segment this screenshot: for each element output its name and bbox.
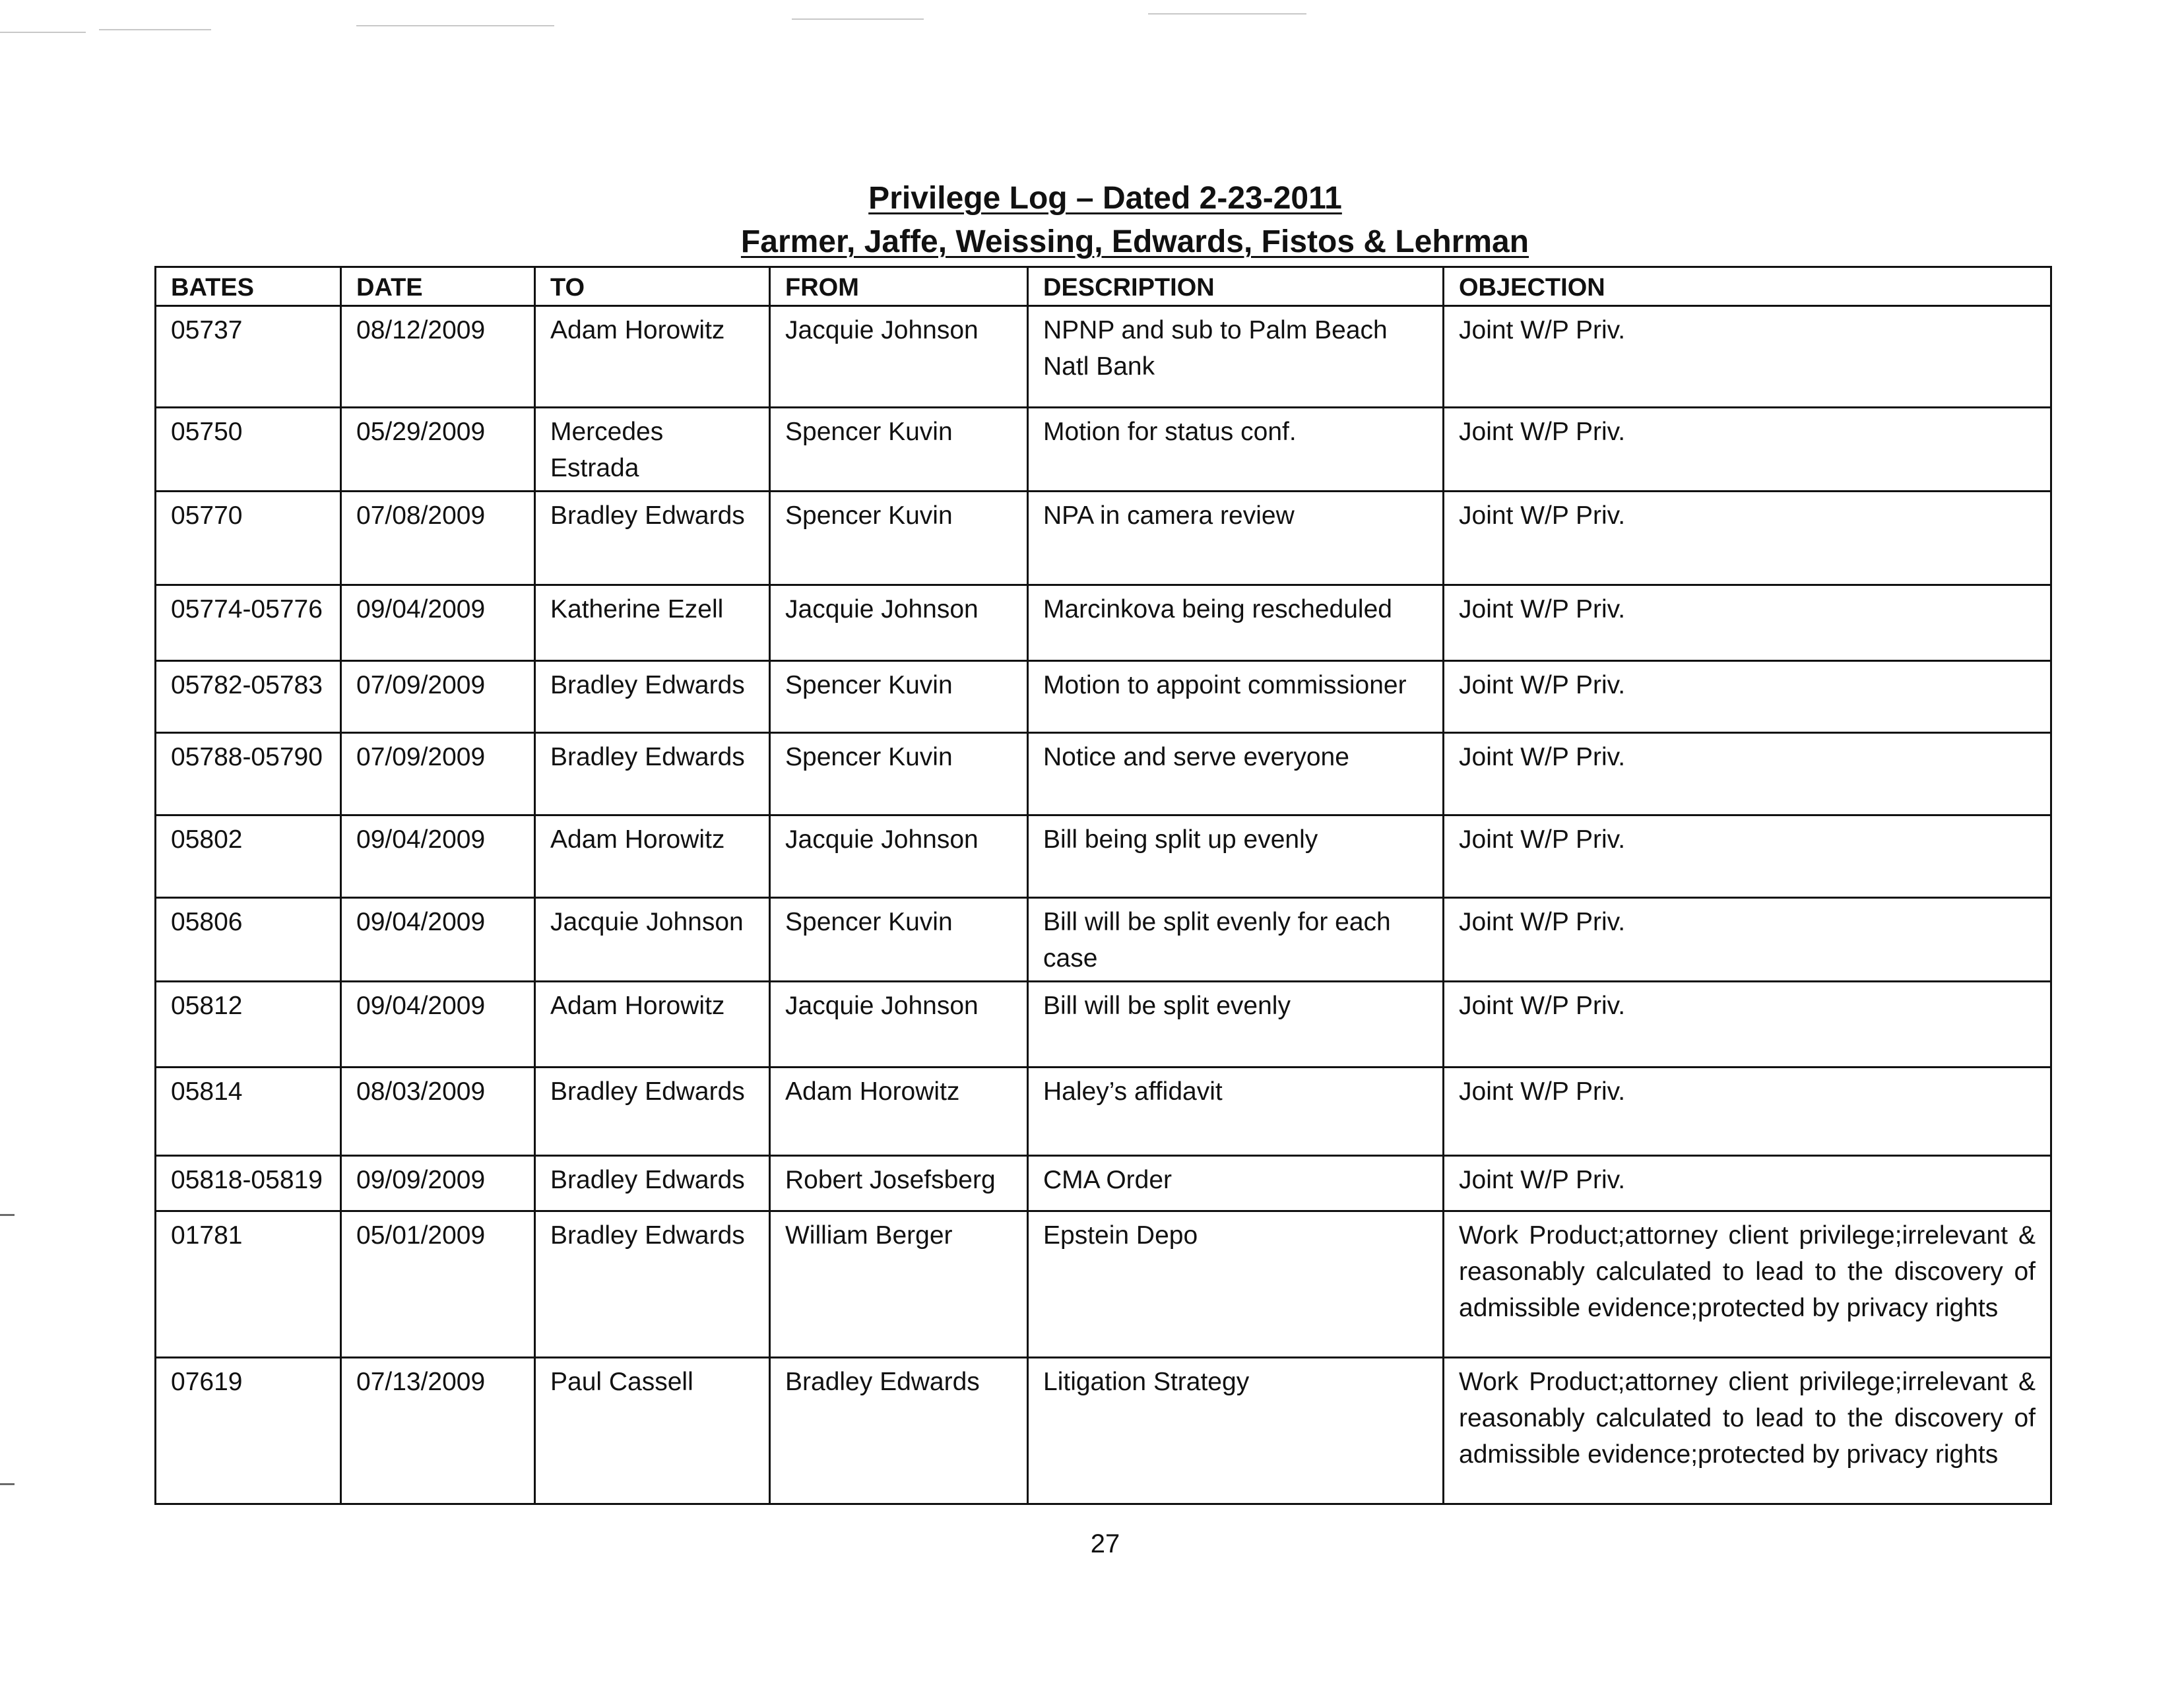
cell-from: Spencer Kuvin [770,733,1028,815]
cell-date: 09/04/2009 [341,815,535,898]
cell-bates: 05782-05783 [156,661,341,733]
column-header-date: DATE [341,267,535,306]
cell-objection: Work Product;attorney client privilege;irrelevant & reasonably calculated to lead to the discovery of admissible evidence;protected by privacy rights [1444,1358,2051,1504]
table-row [156,1211,2051,1358]
cell-objection: Joint W/P Priv. [1444,982,2051,1068]
cell-date: 09/04/2009 [341,982,535,1068]
title-line-2: Farmer, Jaffe, Weissing, Edwards, Fistos & Lehrman [740,224,1529,259]
cell-from: William Berger [770,1211,1028,1358]
cell-description: Bill being split up evenly [1028,815,1444,898]
cell-from: Robert Josefsberg [770,1156,1028,1211]
document-title [0,177,2184,264]
cell-objection: Joint W/P Priv. [1444,585,2051,661]
cell-from: Adam Horowitz [770,1068,1028,1156]
column-header-objection: OBJECTION [1444,267,2051,306]
cell-from: Spencer Kuvin [770,492,1028,585]
table-row [156,1068,2051,1156]
cell-to: Paul Cassell [535,1358,770,1504]
table-row [156,1156,2051,1211]
cell-to: Bradley Edwards [535,1068,770,1156]
margin-mark [0,1483,15,1485]
cell-to: Adam Horowitz [535,815,770,898]
cell-date: 07/09/2009 [341,733,535,815]
cell-bates: 05814 [156,1068,341,1156]
cell-bates: 05788-05790 [156,733,341,815]
cell-bates: 05737 [156,306,341,408]
cell-to: Mercedes Estrada [535,408,770,492]
cell-to: Adam Horowitz [535,982,770,1068]
cell-from: Bradley Edwards [770,1358,1028,1504]
cell-to: Katherine Ezell [535,585,770,661]
cell-from: Jacquie Johnson [770,815,1028,898]
cell-date: 09/04/2009 [341,898,535,982]
margin-mark [0,1214,15,1216]
cell-objection: Joint W/P Priv. [1444,492,2051,585]
column-header-bates: BATES [156,267,341,306]
cell-objection: Joint W/P Priv. [1444,661,2051,733]
table-row [156,733,2051,815]
cell-to: Bradley Edwards [535,1156,770,1211]
cell-date: 07/08/2009 [341,492,535,585]
table-row [156,982,2051,1068]
cell-description: Marcinkova being rescheduled [1028,585,1444,661]
table-row [156,898,2051,982]
cell-objection: Joint W/P Priv. [1444,408,2051,492]
cell-description: NPA in camera review [1028,492,1444,585]
cell-objection: Joint W/P Priv. [1444,1156,2051,1211]
page-number: 27 [1090,1529,1120,1558]
column-header-to: TO [535,267,770,306]
cell-to: Jacquie Johnson [535,898,770,982]
cell-objection: Joint W/P Priv. [1444,733,2051,815]
cell-description: NPNP and sub to Palm Beach Natl Bank [1028,306,1444,408]
cell-bates: 07619 [156,1358,341,1504]
privilege-log-table [154,266,2052,1505]
cell-from: Jacquie Johnson [770,585,1028,661]
scan-speck [0,32,86,33]
scan-speck [1148,13,1306,15]
table-row [156,306,2051,408]
cell-description: Epstein Depo [1028,1211,1444,1358]
cell-date: 07/13/2009 [341,1358,535,1504]
cell-bates: 05818-05819 [156,1156,341,1211]
cell-bates: 05802 [156,815,341,898]
cell-bates: 05806 [156,898,341,982]
table-row [156,661,2051,733]
cell-bates: 01781 [156,1211,341,1358]
cell-bates: 05770 [156,492,341,585]
cell-to: Bradley Edwards [535,1211,770,1358]
cell-description: CMA Order [1028,1156,1444,1211]
cell-to: Adam Horowitz [535,306,770,408]
cell-bates: 05812 [156,982,341,1068]
cell-description: Litigation Strategy [1028,1358,1444,1504]
cell-bates: 05750 [156,408,341,492]
cell-from: Spencer Kuvin [770,898,1028,982]
table-row [156,815,2051,898]
cell-objection: Joint W/P Priv. [1444,1068,2051,1156]
cell-date: 05/29/2009 [341,408,535,492]
cell-objection: Joint W/P Priv. [1444,815,2051,898]
cell-description: Notice and serve everyone [1028,733,1444,815]
cell-date: 08/12/2009 [341,306,535,408]
table-row [156,492,2051,585]
cell-to: Bradley Edwards [535,733,770,815]
cell-description: Motion for status conf. [1028,408,1444,492]
cell-description: Bill will be split evenly [1028,982,1444,1068]
cell-description: Bill will be split evenly for each case [1028,898,1444,982]
column-header-from: FROM [770,267,1028,306]
cell-bates: 05774-05776 [156,585,341,661]
table-row [156,1358,2051,1504]
cell-from: Spencer Kuvin [770,661,1028,733]
cell-to: Bradley Edwards [535,492,770,585]
title-line-1: Privilege Log – Dated 2-23-2011 [868,181,1342,216]
cell-to: Bradley Edwards [535,661,770,733]
cell-objection: Joint W/P Priv. [1444,306,2051,408]
cell-date: 05/01/2009 [341,1211,535,1358]
cell-from: Jacquie Johnson [770,306,1028,408]
cell-from: Spencer Kuvin [770,408,1028,492]
cell-objection: Work Product;attorney client privilege;irrelevant & reasonably calculated to lead to the discovery of admissible evidence;protected by privacy rights [1444,1211,2051,1358]
cell-description: Motion to appoint commissioner [1028,661,1444,733]
table-header-row [156,267,2051,306]
scan-speck [792,18,924,20]
cell-date: 07/09/2009 [341,661,535,733]
cell-date: 09/09/2009 [341,1156,535,1211]
column-header-description: DESCRIPTION [1028,267,1444,306]
cell-description: Haley’s affidavit [1028,1068,1444,1156]
table-row [156,408,2051,492]
cell-objection: Joint W/P Priv. [1444,898,2051,982]
cell-date: 09/04/2009 [341,585,535,661]
scan-speck [356,25,554,26]
cell-date: 08/03/2009 [341,1068,535,1156]
scan-speck [99,29,211,30]
cell-from: Jacquie Johnson [770,982,1028,1068]
table-row [156,585,2051,661]
